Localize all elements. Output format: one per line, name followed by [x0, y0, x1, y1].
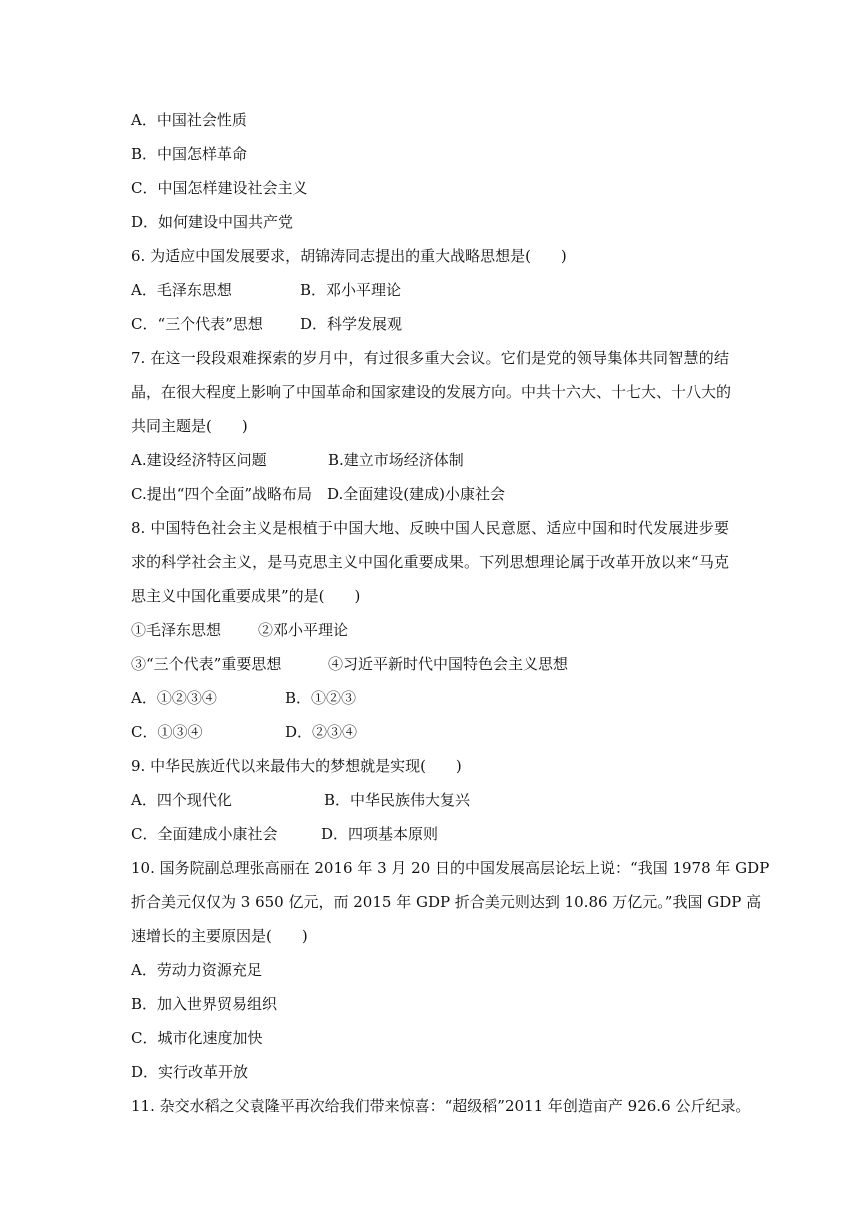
q9-option-c: C．全面建成小康社会: [131, 825, 278, 843]
q8-option-a: A．①②③④: [131, 689, 217, 707]
q8-option-b: B．①②③: [285, 689, 357, 707]
q5-option-a: A．中国社会性质: [131, 111, 247, 129]
q6-option-c: C．“三个代表”思想: [131, 315, 263, 333]
q8-option-c: C．①③④: [131, 723, 203, 741]
q6-option-b: B．邓小平理论: [300, 281, 402, 299]
q6-option-a: A．毛泽东思想: [131, 281, 232, 299]
q9-option-a: A．四个现代化: [131, 791, 232, 809]
q6-stem: 6. 为适应中国发展要求，胡锦涛同志提出的重大战略思想是( ): [131, 247, 567, 265]
q10-option-b: B．加入世界贸易组织: [131, 995, 278, 1013]
q7-option-c: C.提出“四个全面”战略布局: [131, 485, 313, 503]
q5-option-b: B．中国怎样革命: [131, 145, 248, 163]
q10-stem-line1: 10. 国务院副总理张高丽在 2016 年 3 月 20 日的中国发展高层论坛上说：“我国 1978 年 GDP: [131, 859, 770, 877]
q6-option-d: D．科学发展观: [300, 315, 403, 333]
q8-item-4: ④习近平新时代中国特色会主义思想: [328, 655, 569, 673]
q8-stem-line3: 思主义中国化重要成果”的是( ): [131, 587, 361, 605]
q5-option-c: C．中国怎样建设社会主义: [131, 179, 308, 197]
q8-item-1: ①毛泽东思想: [131, 621, 222, 639]
q7-stem-line1: 7. 在这一段段艰难探索的岁月中，有过很多重大会议。它们是党的领导集体共同智慧的结: [131, 349, 729, 367]
q8-option-d: D．②③④: [285, 723, 358, 741]
q10-option-a: A．劳动力资源充足: [131, 961, 262, 979]
q8-stem-line1: 8. 中国特色社会主义是根植于中国大地、反映中国人民意愿、适应中国和时代发展进步要: [131, 519, 729, 537]
q7-option-a: A.建设经济特区问题: [131, 451, 267, 469]
q9-stem: 9. 中华民族近代以来最伟大的梦想就是实现( ): [131, 757, 462, 775]
q10-stem-line3: 速增长的主要原因是( ): [131, 927, 308, 945]
q8-item-2: ②邓小平理论: [258, 621, 349, 639]
q7-stem-line3: 共同主题是( ): [131, 417, 248, 435]
q7-option-b: B.建立市场经济体制: [328, 451, 464, 469]
q10-stem-line2: 折合美元仅仅为 3 650 亿元，而 2015 年 GDP 折合美元则达到 10.86 万亿元。”我国 GDP 高: [131, 893, 762, 911]
q8-item-3: ③“三个代表”重要思想: [131, 655, 282, 673]
q7-stem-line2: 晶，在很大程度上影响了中国革命和国家建设的发展方向。中共十六大、十七大、十八大的: [131, 383, 732, 401]
q10-option-d: D．实行改革开放: [131, 1063, 249, 1081]
q9-option-b: B．中华民族伟大复兴: [324, 791, 471, 809]
q7-option-d: D.全面建设(建成)小康社会: [327, 485, 505, 503]
q5-option-d: D．如何建设中国共产党: [131, 213, 294, 231]
q11-stem-line1: 11. 杂交水稻之父袁隆平再次给我们带来惊喜：“超级稻”2011 年创造亩产 926.6 公斤纪录。: [131, 1097, 751, 1115]
q8-stem-line2: 求的科学社会主义，是马克思主义中国化重要成果。下列思想理论属于改革开放以来“马克: [131, 553, 729, 571]
q9-option-d: D．四项基本原则: [321, 825, 439, 843]
q10-option-c: C．城市化速度加快: [131, 1029, 263, 1047]
